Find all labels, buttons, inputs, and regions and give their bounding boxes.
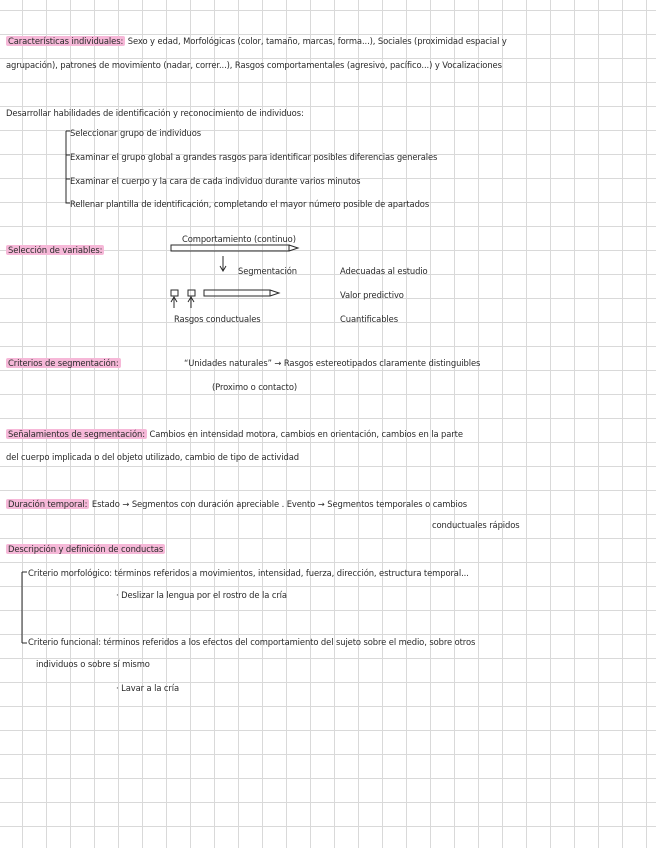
segment-boxes-icon	[171, 290, 279, 296]
continuum-bar-icon	[171, 245, 298, 251]
heading-descripcion: Descripción y definición de conductas	[8, 544, 164, 554]
continuum-label: Comportamiento (continuo)	[182, 234, 296, 244]
heading-duracion: Duración temporal:	[8, 499, 88, 509]
list-item: Seleccionar grupo de individuos	[70, 128, 202, 138]
heading-senalamientos: Señalamientos de segmentación:	[8, 429, 145, 439]
down-arrow-icon	[220, 256, 226, 271]
units-label: Rasgos conductuales	[174, 314, 261, 324]
duracion-text-2: conductuales rápidos	[432, 520, 520, 530]
criteria-item: Cuantificables	[340, 314, 398, 324]
example-text: · Deslizar la lengua por el rostro de la cría	[116, 590, 287, 600]
heading-seleccion-variables: Selección de variables:	[8, 245, 103, 255]
criterios-text-1: “Unidades naturales” → Rasgos estereotipados claramente distinguibles	[184, 358, 481, 368]
senalamientos-text-2: del cuerpo implicada o del objeto utilizado, cambio de tipo de actividad	[6, 452, 299, 462]
criteria-item: Valor predictivo	[340, 290, 404, 300]
heading-desarrollar: Desarrollar habilidades de identificación y reconocimiento de individuos:	[6, 108, 304, 118]
list-item: Criterio morfológico: términos referidos a movimientos, intensidad, fuerza, dirección, estructura temporal...	[28, 568, 469, 578]
list-item-continuation: individuos o sobre sí mismo	[36, 659, 150, 669]
list-item: Criterio funcional: términos referidos a los efectos del comportamiento del sujeto sobre el medio, sobre otros	[28, 637, 476, 647]
heading-caracteristicas: Características individuales:	[8, 36, 124, 46]
caracteristicas-text-2: agrupación), patrones de movimiento (nadar, correr...), Rasgos comportamentales (agresivo, pacífico...) y Vocalizaciones	[6, 60, 502, 70]
list-item: Examinar el grupo global a grandes rasgos para identificar posibles diferencias generales	[70, 152, 438, 162]
criteria-item: Adecuadas al estudio	[340, 266, 428, 276]
duracion-text-1: Estado → Segmentos con duración apreciable . Evento → Segmentos temporales o cambios	[91, 499, 468, 509]
list-item: Rellenar plantilla de identificación, completando el mayor número posible de apartados	[70, 199, 430, 209]
caracteristicas-text-1: Sexo y edad, Morfológicas (color, tamaño, marcas, forma...), Sociales (proximidad espacial y	[127, 36, 507, 46]
bullet-bracket	[66, 131, 70, 203]
heading-criterios: Criterios de segmentación:	[8, 358, 119, 368]
up-arrows-icon	[171, 297, 194, 308]
criterios-text-2: (Proximo o contacto)	[212, 382, 298, 392]
senalamientos-text-1: Cambios en intensidad motora, cambios en orientación, cambios en la parte	[149, 429, 463, 439]
example-text: · Lavar a la cría	[116, 683, 180, 693]
segmentation-label: Segmentación	[238, 266, 297, 276]
list-item: Examinar el cuerpo y la cara de cada individuo durante varios minutos	[70, 176, 361, 186]
